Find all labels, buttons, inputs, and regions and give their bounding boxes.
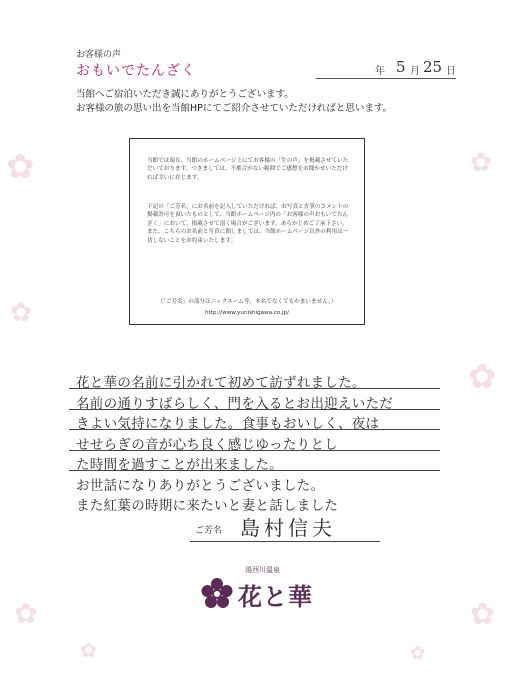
sakura-decoration-icon: ✿ <box>6 147 35 187</box>
writing-line <box>69 470 440 471</box>
notice-footnote: （「ご芳名」の部分はニックネーム等、本名でなくてもかまいません。） <box>157 299 337 305</box>
signature-underline <box>190 541 380 542</box>
message-line: 花と華の名前に引かれて初めて訪ずれました。 <box>76 375 366 391</box>
day-value: 25 <box>423 58 443 76</box>
sakura-decoration-icon: ✿ <box>14 597 38 630</box>
writing-line <box>69 388 440 389</box>
intro-line: 当館へご宿泊いただき誠にありがとうございます。 <box>76 89 294 100</box>
notice-paragraph: 下記の「ご芳名」にお名前を記入していただければ、お写真と直筆のコメントの掲載許可を頂いたものとして、当館ホームページ内の「お客様の声おもいでたんざく」において、掲載させて頂く場合がございます。あらかじめご了承下さい。また、こちらのお名前と写真に関しましては、当館ホームページ以外の利用は一切しないことをお約束いたします。 <box>147 204 349 244</box>
notice-url: http://www.yunishigawa.co.jp/ <box>204 310 290 316</box>
plum-blossom-icon <box>200 577 234 611</box>
sakura-decoration-icon: ✿ <box>10 298 32 328</box>
message-line: せせらぎの音が心ち良く感じゆったりとし <box>76 436 339 453</box>
page-title: おもいでたんざく <box>76 63 196 79</box>
signature-name: 島村信夫 <box>240 516 336 540</box>
day-label: 日 <box>446 66 456 77</box>
ryokan-logo <box>200 565 320 615</box>
signature-label: ご芳名 <box>195 526 223 536</box>
logo-title: 花と華 <box>238 582 313 611</box>
writing-line <box>69 409 440 410</box>
message-line: また紅葉の時期に来たいと妻と話しました <box>76 498 339 514</box>
date-underline <box>316 78 456 79</box>
sakura-decoration-icon: ✿ <box>80 638 97 662</box>
writing-line <box>69 450 440 451</box>
month-label: 月 <box>410 66 420 77</box>
intro-line: お客様の旅の思い出を当館HPにてご紹介させていただければと思います。 <box>76 103 393 114</box>
logo-subtitle: 湯西川温泉 <box>245 566 280 574</box>
notice-paragraph: 当館では現在、当館のホームページ上にてお客様の「生の声」を掲載させていただいております。つきましては、不都合がない範囲でご感想をお聞かせいただければ幸いに存じます。 <box>147 158 349 181</box>
year-label: 年 <box>375 66 385 77</box>
message-line: きよい気持になりました。食事もおいしく、夜は <box>76 416 380 432</box>
sakura-decoration-icon: ✿ <box>470 597 496 632</box>
section-label: お客様の声 <box>76 50 122 60</box>
sakura-decoration-icon: ✿ <box>410 643 426 664</box>
sakura-decoration-icon: ✿ <box>470 148 492 178</box>
notice-box <box>129 138 365 325</box>
message-line: お世話になりありがとうございました。 <box>76 477 325 494</box>
message-line: た時間を過すことが出来ました。 <box>76 457 283 473</box>
month-value: 5 <box>396 58 406 76</box>
writing-line <box>69 429 440 430</box>
message-line: 名前の通りすばらしく、門を入るとお出迎えいただ <box>76 395 394 412</box>
sakura-decoration-icon: ✿ <box>468 357 497 397</box>
